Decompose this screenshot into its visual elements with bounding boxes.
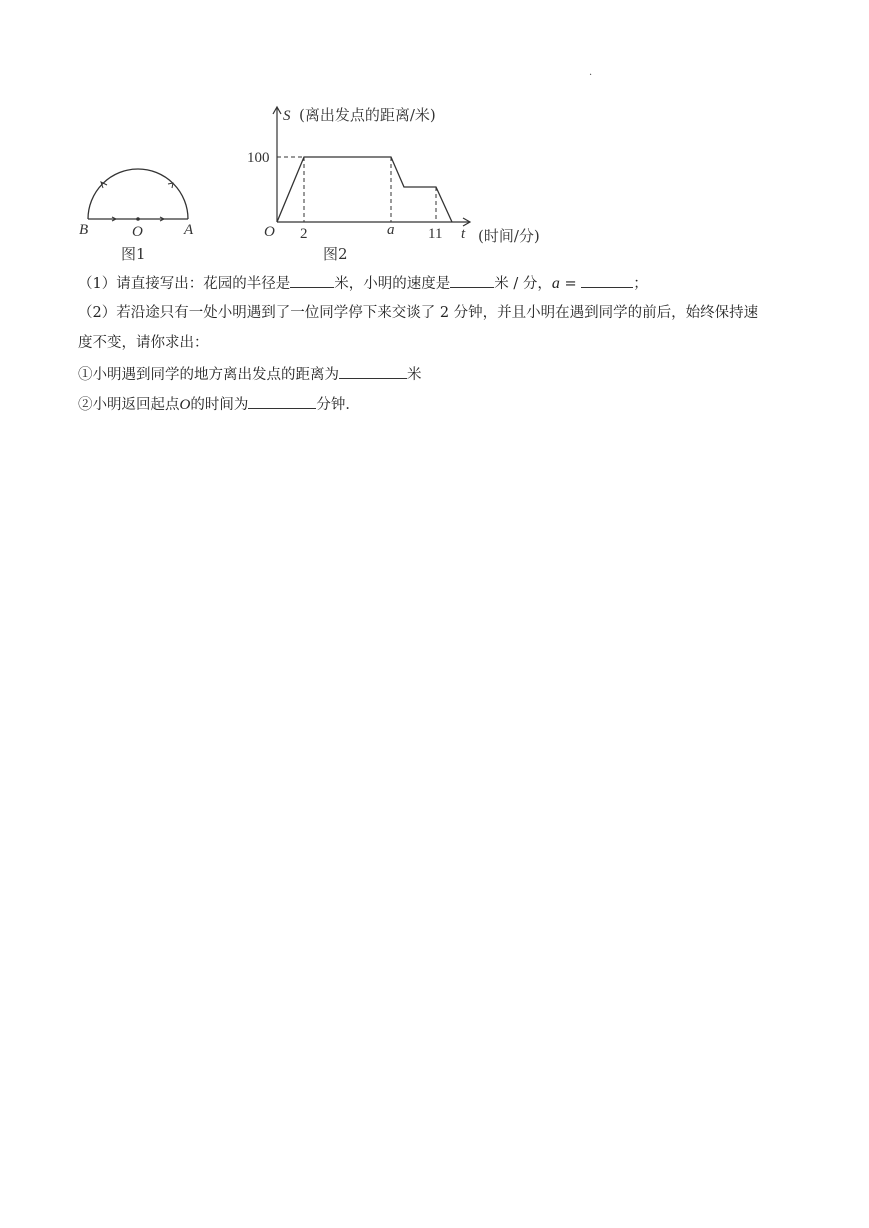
y-axis-label: (离出发点的距离/米)	[299, 106, 436, 124]
x-tick-11: 11	[428, 226, 443, 242]
q1-end: ；	[633, 276, 648, 292]
x-tick-2: 2	[300, 226, 308, 242]
q1-eq: =	[559, 276, 582, 292]
y-tick-100: 100	[247, 150, 270, 166]
figures-area	[70, 96, 570, 266]
subquestion-2	[78, 394, 360, 415]
return-time-blank[interactable]	[248, 394, 316, 409]
question-1	[78, 273, 648, 294]
x-tick-a: a	[387, 222, 395, 238]
question-2-line-1: （2）若沿途只有一处小明遇到了一位同学停下来交谈了 2 分钟，并且小明在遇到同学的前后，始终保持速	[78, 305, 759, 321]
header-dot: ·	[589, 70, 593, 81]
y-axis-symbol: S	[283, 108, 291, 124]
distance-time-polyline	[277, 157, 452, 222]
figure-2	[70, 96, 570, 266]
q1-mid1: 米，小明的速度是	[334, 276, 451, 292]
x-axis-label: (时间/分)	[478, 227, 540, 245]
s2-prefix: ②小明返回起点	[78, 397, 180, 413]
s2-suffix: 分钟．	[316, 397, 360, 413]
radius-blank[interactable]	[290, 273, 334, 288]
q1-prefix: （1）请直接写出：花园的半径是	[78, 276, 291, 292]
origin-label: O	[264, 224, 275, 240]
meet-distance-blank[interactable]	[339, 364, 407, 379]
s2-mid: 的时间为	[190, 397, 249, 413]
q1-mid2: 米 / 分，	[494, 276, 552, 292]
s1-suffix: 米	[407, 367, 422, 383]
subquestion-1	[78, 364, 422, 385]
question-2-line-2: 度不变，请你求出：	[78, 335, 209, 351]
speed-blank[interactable]	[450, 273, 494, 288]
label-b: B	[79, 222, 89, 238]
a-blank[interactable]	[581, 273, 633, 288]
s2-point-o: O	[179, 397, 191, 413]
label-o: O	[132, 224, 143, 240]
q1-var-a: a	[551, 275, 560, 292]
figure-2-caption: 图2	[323, 245, 348, 263]
x-axis-symbol: t	[461, 226, 466, 242]
s1-prefix: ①小明遇到同学的地方离出发点的距离为	[78, 367, 339, 383]
label-a: A	[184, 222, 194, 238]
figure-1-caption: 图1	[121, 245, 146, 263]
